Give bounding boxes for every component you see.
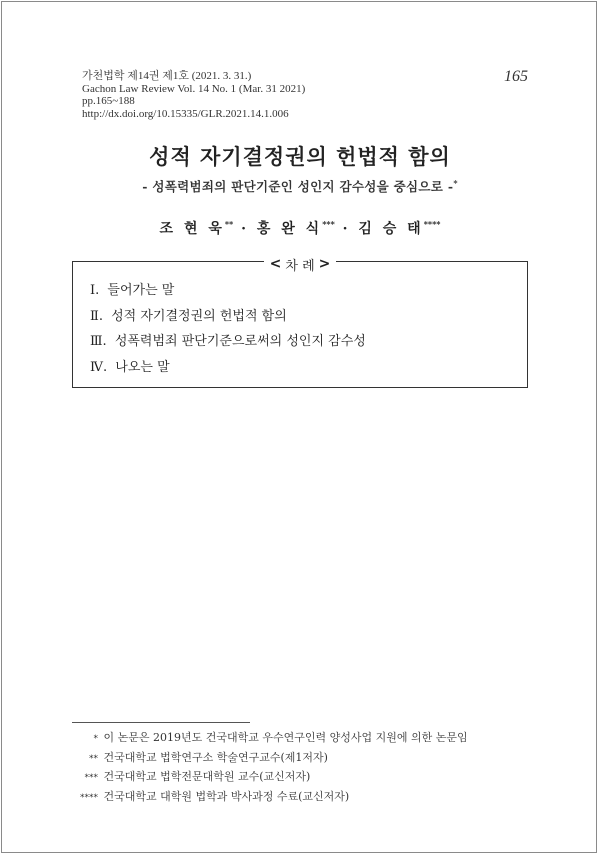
toc-item-label: 성폭력범죄 판단기준으로써의 성인지 감수성 [114, 334, 366, 349]
footnote [70, 729, 468, 749]
toc-item[interactable] [90, 329, 366, 355]
subtitle-text: - 성폭력범죄의 판단기준인 성인지 감수성을 중심으로 - [142, 179, 454, 194]
footnote-mark: * [93, 734, 98, 744]
journal-pages: pp.165~188 [82, 95, 135, 107]
paper-subtitle [0, 177, 600, 195]
toc-item-number: Ⅲ. [90, 334, 107, 349]
toc-item-number: Ⅰ. [90, 283, 100, 298]
author-separator: · [334, 221, 359, 237]
journal-issue-korean: 가천법학 제14권 제1호 (2021. 3. 31.) [82, 70, 252, 82]
footnote-text: 건국대학교 법학전문대학원 교수(교신저자) [103, 770, 311, 783]
toc-item-label: 나오는 말 [115, 359, 170, 375]
journal-issue-english: Gachon Law Review Vol. 14 No. 1 (Mar. 31 2021) [82, 82, 306, 95]
author-separator: · [233, 221, 257, 237]
footnote-mark: ** [89, 753, 98, 764]
footnote [70, 768, 468, 788]
author-name: 조 현 욱 [159, 221, 225, 237]
page-number: 165 [504, 68, 528, 85]
chevron-right-icon: > [318, 256, 331, 272]
chevron-left-icon: < [269, 256, 282, 272]
footnote [70, 749, 468, 769]
author-footnote-mark: **** [423, 219, 441, 229]
toc-item[interactable] [90, 304, 366, 330]
toc-title: 차 례 [285, 258, 315, 274]
author-name: 김 승 태 [358, 221, 424, 237]
footnote-text: 건국대학교 대학원 법학과 박사과정 수료(교신저자) [103, 789, 350, 803]
page-border [1, 1, 597, 853]
toc-list [90, 278, 366, 380]
footnote-text: 이 논문은 2019년도 건국대학교 우수연구인력 양성사업 지원에 의한 논문임 [103, 731, 468, 744]
footnote-mark: **** [80, 792, 98, 803]
author-footnote-mark: *** [322, 219, 335, 229]
toc-item-number: Ⅳ. [90, 359, 108, 375]
journal-info [82, 70, 305, 120]
toc-item-label: 들어가는 말 [107, 283, 175, 298]
toc-item[interactable] [90, 278, 366, 304]
toc-item-number: Ⅱ. [90, 308, 103, 324]
footnote [70, 788, 468, 808]
toc-item-label: 성적 자기결정권의 헌법적 함의 [111, 308, 287, 324]
subtitle-footnote-mark: * [453, 177, 458, 188]
author-name: 홍 완 식 [256, 221, 323, 237]
journal-doi-link[interactable]: http://dx.doi.org/10.15335/GLR.2021.14.1.006 [82, 107, 289, 120]
footnotes [70, 729, 468, 807]
toc-heading [0, 253, 600, 274]
footnote-text: 건국대학교 법학연구소 학술연구교수(제1저자) [103, 750, 328, 764]
author-list [0, 218, 600, 238]
author-footnote-mark: ** [224, 219, 234, 229]
paper-title: 성적 자기결정권의 헌법적 함의 [149, 144, 451, 169]
toc-item[interactable] [90, 355, 366, 381]
footnote-divider [72, 722, 250, 723]
footnote-mark: *** [84, 773, 98, 783]
